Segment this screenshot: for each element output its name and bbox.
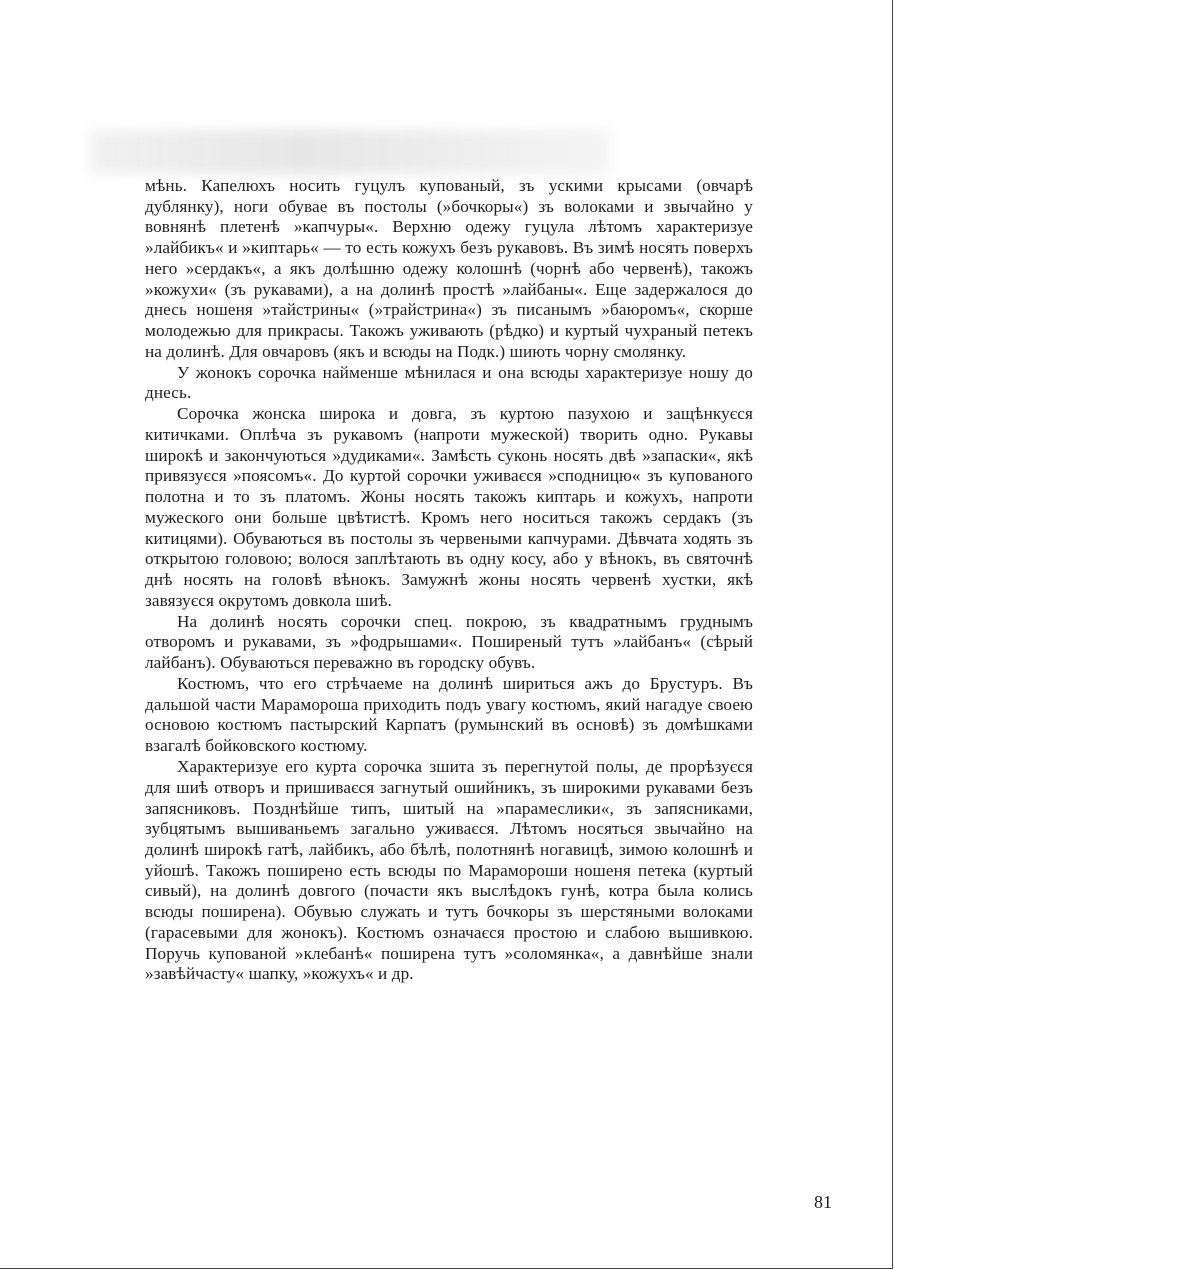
- body-text: [145, 176, 753, 985]
- scan-smudge: [90, 130, 610, 174]
- paragraph-5: Костюмъ, что его стрѣчаеме на долинѣ шириться ажъ до Брустуръ. Въ дальшой части Марамороша приходить подъ увагу костюмъ, який нагадуе своею основою костюмъ пастырский Карпатъ (румынский въ основѣ) зъ домѣшками взагалѣ бойковского костюму.: [145, 674, 753, 756]
- paragraph-1: мѣнь. Капелюхъ носить гуцулъ купованый, зъ ускими крысами (овчарѣ дублянку), ноги обувае въ постолы (»бочкоры«) зъ волоками и звычайно у вовнянѣ плетенѣ »капчуры«. Верхню одежу гуцула лѣтомъ характеризуе »лайбикъ« и »киптарь« — то есть кожухъ безъ рукавовъ. Въ зимѣ носять поверхъ него »сердакъ«, а якъ долѣшню одежу колошнѣ (чорнѣ або червенѣ), такожъ »кожухи« (зъ рукавами), а на долинѣ простѣ »лайбаны«. Еще задержалося до днесь ношеня »тайстрины« (»трайстрина«) зъ писанымъ »баюромъ«, скорше молодежью для прикрасы. Такожъ уживають (рѣдко) и куртый чухраный петекъ на долинѣ. Для овчаровъ (якъ и всюды на Подк.) шиють чорну смолянку.: [145, 176, 753, 361]
- page-number: 81: [814, 1192, 832, 1212]
- paragraph-6: Характеризуе его курта сорочка зшита зъ перегнутой полы, де прорѣзуєся для шиѣ отворъ и пришиваєся загнутый ошийникъ, зъ широкими рукавами безъ запясниковъ. Позднѣйше типъ, шитый на »парамеслики«, зъ запясниками, зубцятымъ вышиваньемъ загально уживаєся. Лѣтомъ носяться звычайно на долинѣ широкѣ гатѣ, лайбикъ, або бѣлѣ, полотнянѣ ногавицѣ, зимою колошнѣ и уйошѣ. Такожъ поширено есть всюды по Марамороши ношеня петека (куртый сивый), на долинѣ довгого (почасти якъ выслѣдокъ гунѣ, котра была колись всюды поширена). Обувью служать и тутъ бочкоры зъ шерстяными волоками (гарасевыми для жонокъ). Костюмъ означаєся простою и слабою вышивкою. Поручь купованой »клебанѣ« поширена тутъ »соломянка«, а давнѣйше знали »завѣйчасту« шапку, »кожухъ« и др.: [145, 757, 753, 984]
- paragraph-3: Сорочка жонска широка и довга, зъ куртою пазухою и защѣнкуєся китичками. Оплѣча зъ рукавомъ (напроти мужеской) творить одно. Рукавы широкѣ и закончуються »дудиками«. Замѣсть суконь носять двѣ »запаски«, якѣ привязуєся »поясомъ«. До куртой сорочки уживаєся »сподницю« зъ купованого полотна и то зъ платомъ. Жоны носять такожъ киптарь и кожухъ, напроти мужеского они больше цвѣтистѣ. Кромъ него носиться такожъ сердакъ (зъ китицями). Обуваються въ постолы зъ червеными капчурами. Дѣвчата ходять зъ открытою головою; волося заплѣтають въ одну косу, або у вѣнокъ, въ святочнѣ днѣ носять на головѣ вѣнокъ. Замужнѣ жоны носять червенѣ хустки, якѣ завязуєся окрутомъ довкола шиѣ.: [145, 404, 753, 610]
- paragraph-4: На долинѣ носять сорочки спец. покрою, зъ квадратнымъ груднымъ отворомъ и рукавами, зъ »фодрышами«. Поширеный тутъ »лайбанъ« (сѣрый лайбанъ). Обуваються переважно въ городску обувъ.: [145, 611, 753, 673]
- paragraph-2: У жонокъ сорочка найменше мѣнилася и она всюды характеризуе ношу до днесь.: [145, 362, 753, 403]
